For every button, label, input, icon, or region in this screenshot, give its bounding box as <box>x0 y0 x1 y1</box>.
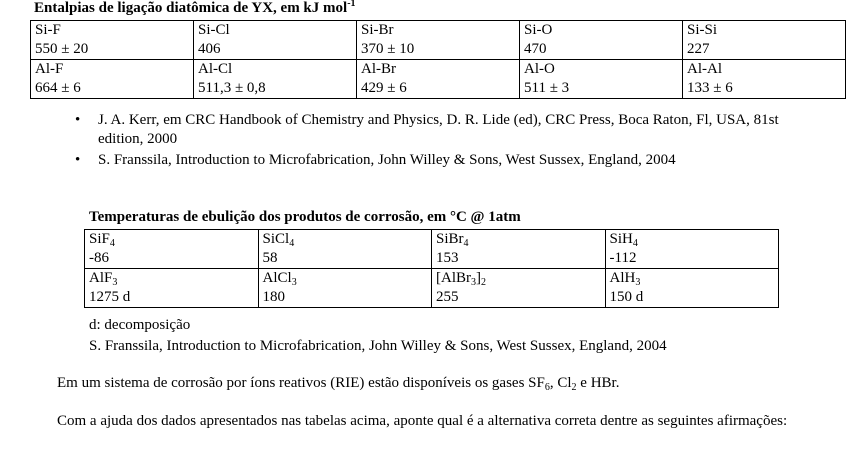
table-cell: Al-Cl 511,3 ± 0,8 <box>194 60 357 99</box>
boiling-point-table <box>84 229 779 308</box>
table-row <box>85 230 779 269</box>
table-cell: Al-Al 133 ± 6 <box>683 60 846 99</box>
intro-paragraph: Em um sistema de corrosão por íons reativos (RIE) estão disponíveis os gases $SF_6$, $Cl_2$ e HBr. <box>57 375 620 393</box>
table-cell: Al-Br 429 ± 6 <box>357 60 520 99</box>
table2-reference: S. Franssila, Introduction to Microfabrication, John Willey & Sons, West Sussex, England, 2004 <box>89 338 667 354</box>
table-row <box>85 269 779 308</box>
table-cell: AlF$_3$ 1275 d <box>85 269 259 308</box>
bullet-icon: • <box>75 152 81 168</box>
table-cell: Si-Si 227 <box>683 21 846 60</box>
table-row <box>31 60 846 99</box>
bond-enthalpy-table <box>30 20 846 99</box>
table2-title: Temperaturas de ebulição dos produtos de corrosão, em °C @ 1atm <box>89 209 521 225</box>
question-paragraph: Com a ajuda dos dados apresentados nas tabelas acima, aponte qual é a alternativa correta dentre as seguintes afirmações: <box>57 413 788 429</box>
table-row <box>31 21 846 60</box>
references-list <box>63 111 823 172</box>
decomposition-note: d: decomposição <box>89 317 191 333</box>
table-cell: SiCl$_4$ 58 <box>258 230 432 269</box>
table-cell: AlH$_3$ 150 d <box>605 269 779 308</box>
table-cell: Si-Br 370 ± 10 <box>357 21 520 60</box>
table-cell: Si-Cl 406 <box>194 21 357 60</box>
table-cell: SiF$_4$ -86 <box>85 230 259 269</box>
table-cell: Si-O 470 <box>520 21 683 60</box>
bullet-icon: • <box>75 112 81 128</box>
table-cell: Al-O 511 ± 3 <box>520 60 683 99</box>
table-cell: Al-F 664 ± 6 <box>31 60 194 99</box>
table-cell: SiH$_4$ -112 <box>605 230 779 269</box>
table1-title: Entalpias de ligação diatômica de YX, em kJ mol$^{-1}$ <box>34 0 356 16</box>
list-item: • J. A. Kerr, em CRC Handbook of Chemistry and Physics, D. R. Lide (ed), CRC Press, Boca Raton, Fl, USA, 81st edition, 2000 <box>75 112 779 147</box>
list-item: • S. Franssila, Introduction to Microfabrication, John Willey & Sons, West Sussex, England, 2004 <box>75 152 676 168</box>
table-cell: AlCl$_3$ 180 <box>258 269 432 308</box>
table-cell: Si-F 550 ± 20 <box>31 21 194 60</box>
table-cell: SiBr$_4$ 153 <box>432 230 606 269</box>
table-cell: $[AlBr_3]_2$ 255 <box>432 269 606 308</box>
